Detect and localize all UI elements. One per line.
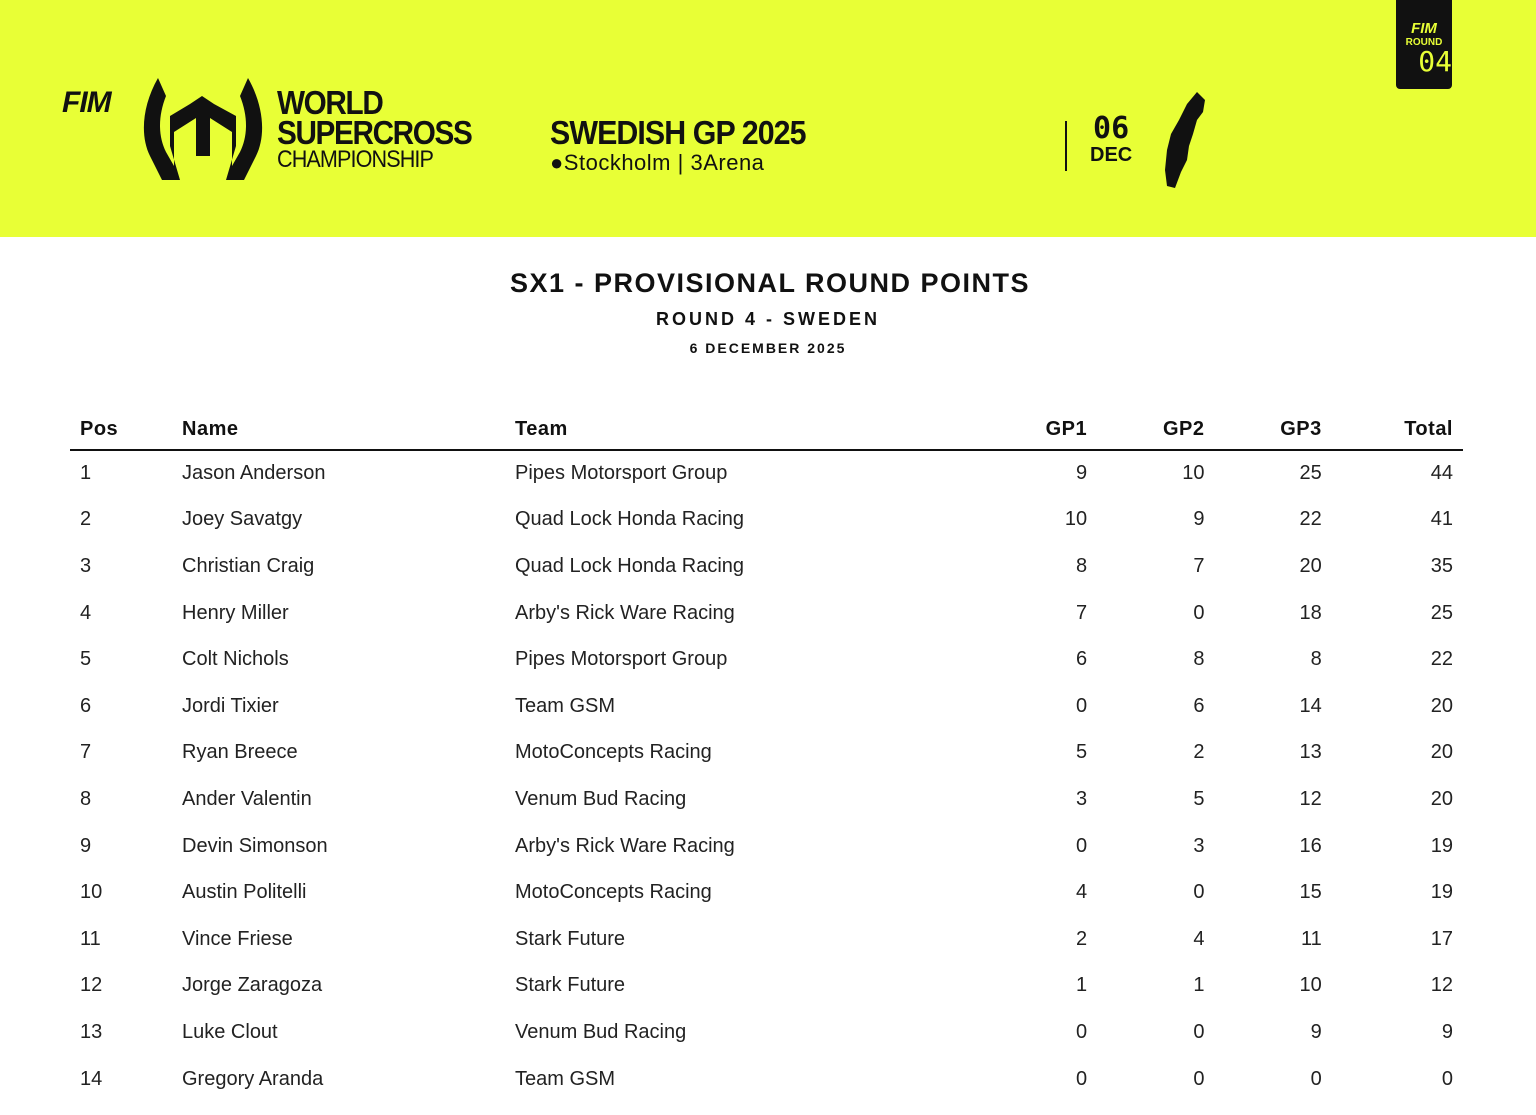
table-row: [70, 497, 1463, 544]
table-header: [70, 410, 1463, 450]
cell-team: Venum Bud Racing: [515, 787, 687, 810]
cell-pos: 8: [80, 787, 92, 810]
cell-total: 44: [1430, 462, 1453, 485]
cell-gp2: 4: [1193, 927, 1205, 950]
table-row: [70, 916, 1463, 963]
document-titles: [0, 268, 1536, 356]
cell-team: Arby's Rick Ware Racing: [515, 834, 735, 857]
brand-line: WORLD: [277, 84, 383, 121]
cell-gp1: 0: [1076, 834, 1088, 857]
page-title: SX1 - PROVISIONAL ROUND POINTS: [509, 268, 1031, 298]
cell-team: Stark Future: [515, 974, 626, 997]
cell-pos: 4: [80, 601, 92, 624]
cell-pos: 2: [80, 508, 92, 531]
table-row: [70, 590, 1463, 637]
cell-gp1: 4: [1076, 881, 1088, 904]
brand-line: CHAMPIONSHIP: [277, 146, 434, 173]
cell-total: 41: [1430, 508, 1453, 531]
cell-gp1: 10: [1064, 508, 1088, 531]
cell-name: Christian Craig: [182, 554, 315, 577]
cell-pos: 10: [80, 881, 103, 904]
cell-gp2: 0: [1193, 1067, 1205, 1090]
cell-team: Venum Bud Racing: [515, 1020, 687, 1043]
cell-gp1: 1: [1076, 974, 1088, 997]
cell-gp3: 10: [1299, 974, 1322, 997]
cell-total: 12: [1430, 974, 1453, 997]
cell-gp2: 0: [1193, 881, 1205, 904]
column-header: Pos: [70, 410, 172, 450]
cell-gp2: 5: [1193, 787, 1205, 810]
cell-team: Stark Future: [515, 927, 626, 950]
table-row: [70, 450, 1463, 497]
cell-gp2: 2: [1193, 741, 1205, 764]
table-row: [70, 636, 1463, 683]
cell-pos: 7: [80, 741, 92, 764]
cell-team: Team GSM: [515, 1067, 616, 1090]
cell-gp2: 9: [1193, 508, 1205, 531]
event-title: SWEDISH GP 2025: [550, 114, 806, 151]
cell-name: Colt Nichols: [182, 648, 289, 671]
divider: [1065, 121, 1067, 171]
cell-name: Jordi Tixier: [182, 694, 279, 717]
cell-team: Quad Lock Honda Racing: [515, 554, 745, 577]
table-row: [70, 776, 1463, 823]
cell-total: 20: [1430, 741, 1453, 764]
column-header: GP1: [980, 410, 1097, 450]
cell-pos: 14: [80, 1067, 103, 1090]
cell-total: 9: [1441, 1020, 1453, 1043]
column-header: Total: [1332, 410, 1463, 450]
cell-gp3: 14: [1299, 694, 1322, 717]
cell-gp3: 8: [1310, 648, 1322, 671]
cell-team: MotoConcepts Racing: [515, 881, 712, 904]
table-row: [70, 1009, 1463, 1056]
cell-gp2: 7: [1193, 554, 1205, 577]
cell-total: 20: [1430, 787, 1453, 810]
table-row: [70, 963, 1463, 1010]
cell-gp1: 0: [1076, 1020, 1088, 1043]
badge-round-label: ROUND: [1405, 37, 1443, 48]
cell-total: 20: [1430, 694, 1453, 717]
cell-gp1: 5: [1076, 741, 1088, 764]
event-info: [550, 114, 828, 176]
cell-gp2: 6: [1193, 694, 1205, 717]
column-header: Name: [172, 410, 505, 450]
cell-name: Ander Valentin: [182, 787, 312, 810]
date-month: DEC: [1090, 144, 1133, 166]
cell-gp3: 25: [1299, 462, 1322, 485]
cell-total: 22: [1430, 648, 1453, 671]
table-row: [70, 730, 1463, 777]
column-header: Team: [505, 410, 980, 450]
cell-total: 19: [1430, 881, 1453, 904]
cell-gp1: 9: [1076, 462, 1088, 485]
cell-team: Team GSM: [515, 694, 616, 717]
cell-gp3: 16: [1299, 834, 1322, 857]
cell-name: Ryan Breece: [182, 741, 298, 764]
location-pin-icon: ●: [550, 150, 564, 175]
event-date: [1090, 111, 1133, 168]
cell-gp3: 0: [1310, 1067, 1322, 1090]
cell-gp2: 3: [1193, 834, 1205, 857]
cell-gp1: 0: [1076, 694, 1088, 717]
results-table: [70, 410, 1463, 1102]
championship-title: [277, 84, 472, 173]
header-banner: [0, 0, 1536, 237]
cell-name: Luke Clout: [182, 1020, 278, 1043]
cell-gp2: 1: [1193, 974, 1205, 997]
venue: 3Arena: [690, 150, 765, 175]
cell-gp3: 9: [1310, 1020, 1322, 1043]
cell-team: Pipes Motorsport Group: [515, 462, 728, 485]
column-header: GP2: [1097, 410, 1214, 450]
cell-gp1: 0: [1076, 1067, 1088, 1090]
cell-gp3: 22: [1299, 508, 1322, 531]
cell-gp3: 11: [1301, 927, 1322, 950]
cell-name: Austin Politelli: [182, 881, 307, 904]
cell-name: Joey Savatgy: [182, 508, 303, 531]
date-subtitle: 6 DECEMBER 2025: [689, 340, 847, 356]
cell-name: Vince Friese: [182, 927, 293, 950]
cell-pos: 6: [80, 694, 92, 717]
cell-name: Devin Simonson: [182, 834, 328, 857]
cell-gp2: 0: [1193, 1020, 1205, 1043]
table-row: [70, 1056, 1463, 1103]
cell-gp1: 6: [1076, 648, 1088, 671]
cell-name: Jorge Zaragoza: [182, 974, 323, 997]
cell-team: Arby's Rick Ware Racing: [515, 601, 735, 624]
event-location: ●Stockholm | 3Arena: [550, 150, 765, 175]
column-header: GP3: [1214, 410, 1331, 450]
badge-round-number: 04: [1418, 45, 1452, 78]
cell-name: Gregory Aranda: [182, 1067, 324, 1090]
cell-name: Henry Miller: [182, 601, 289, 624]
city: Stockholm: [563, 150, 672, 175]
cell-gp3: 20: [1299, 554, 1322, 577]
sweden-map-icon: [1163, 90, 1209, 190]
cell-total: 35: [1430, 554, 1453, 577]
cell-name: Jason Anderson: [182, 462, 326, 485]
brand-line: SUPERCROSS: [277, 114, 472, 151]
cell-gp2: 8: [1193, 648, 1205, 671]
cell-total: 19: [1430, 834, 1453, 857]
table-row: [70, 543, 1463, 590]
cell-pos: 13: [80, 1020, 103, 1043]
cell-total: 17: [1430, 927, 1453, 950]
cell-gp1: 7: [1076, 601, 1088, 624]
fim-logo: FIM: [62, 86, 111, 119]
cell-pos: 3: [80, 554, 92, 577]
cell-pos: 9: [80, 834, 92, 857]
cell-gp3: 18: [1299, 601, 1322, 624]
cell-pos: 5: [80, 648, 92, 671]
cell-team: Quad Lock Honda Racing: [515, 508, 745, 531]
table-row: [70, 869, 1463, 916]
table-row: [70, 823, 1463, 870]
cell-gp2: 10: [1182, 462, 1205, 485]
wsx-helmet-logo: [140, 76, 266, 184]
cell-gp3: 12: [1299, 787, 1322, 810]
table-row: [70, 683, 1463, 730]
cell-gp1: 3: [1076, 787, 1088, 810]
round-subtitle: ROUND 4 - SWEDEN: [655, 309, 880, 329]
round-badge: [1396, 0, 1452, 89]
cell-gp1: 8: [1076, 554, 1088, 577]
badge-fim-logo: FIM: [1411, 20, 1437, 37]
cell-pos: 12: [80, 974, 103, 997]
cell-pos: 1: [80, 462, 92, 485]
cell-pos: 11: [80, 927, 101, 950]
cell-team: MotoConcepts Racing: [515, 741, 712, 764]
cell-gp2: 0: [1193, 601, 1205, 624]
date-day: 06: [1093, 111, 1130, 146]
cell-gp3: 13: [1299, 741, 1322, 764]
cell-total: 25: [1430, 601, 1453, 624]
cell-total: 0: [1441, 1067, 1453, 1090]
cell-team: Pipes Motorsport Group: [515, 648, 728, 671]
cell-gp3: 15: [1299, 881, 1322, 904]
cell-gp1: 2: [1076, 927, 1088, 950]
